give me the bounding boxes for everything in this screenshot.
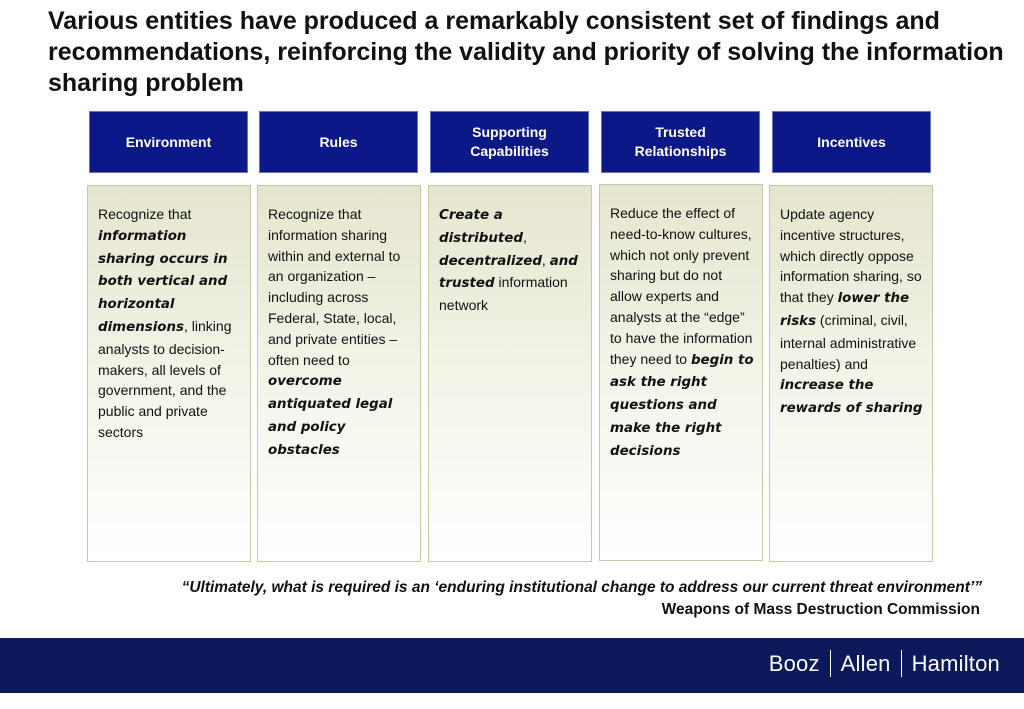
logo-word-allen: Allen [840,650,891,676]
body-text: Recognize that [98,206,192,222]
body-text: , [541,251,550,268]
body-text: , [522,228,527,245]
body-text: information network [439,274,568,314]
body-text: Update agency incentive structures, which directly oppose information sharing, so that they [780,206,922,306]
emphasis-text: overcome antiquated legal and policy obstacles [268,374,393,458]
quote-text: “Ultimately, what is required is an ‘enduring institutional change to address our current threat environment’” [181,579,982,596]
column-body-environment [87,185,251,562]
emphasis-text: Create a distributed [439,208,523,246]
column-body-rules [257,185,421,562]
body-text: , linking analysts to decision-makers, all levels of government, and the public and private sectors [98,317,232,440]
emphasis-text: decentralized [439,253,542,269]
footer-bar [0,638,1024,693]
bottom-strip [0,693,1024,709]
emphasis-text: and trusted [439,253,578,292]
logo-divider [830,650,831,677]
emphasis-text: lower the risks [780,291,910,329]
emphasis-text: begin to ask the right questions and make the right decisions [610,352,754,459]
column-body-trusted-relationships [599,184,763,561]
column-header-rules: Rules [259,111,418,173]
body-text: Recognize that information sharing within and external to an organization – including across Federal, State, local, and private entities – often need to [268,206,401,368]
body-text: Reduce the effect of need-to-know cultures, which not only prevent sharing but do not allow experts and analysts at the “edge” to have the information they need to [610,205,753,367]
column-header-trusted-relationships: Trusted Relationships [601,111,760,173]
company-logo [769,650,1000,677]
column-body-supporting-capabilities [428,185,592,562]
logo-word-hamilton: Hamilton [911,650,1000,676]
column-body-incentives [769,185,933,562]
emphasis-text: information sharing occurs in both vertical and horizontal dimensions [98,228,228,335]
quote-attribution: Weapons of Mass Destruction Commission [661,601,980,618]
body-text: (criminal, civil, internal administrative penalties) and [780,311,917,372]
column-header-environment: Environment [89,111,248,173]
logo-word-booz: Booz [768,650,820,676]
logo-divider [901,650,902,677]
column-header-incentives: Incentives [772,111,931,173]
column-header-supporting-capabilities: Supporting Capabilities [430,111,589,173]
emphasis-text: increase the rewards of sharing [780,378,923,417]
slide-title: Various entities have produced a remarkably consistent set of findings and recommendations, reinforcing the validity and priority of solving the information sharing problem [48,7,1004,97]
